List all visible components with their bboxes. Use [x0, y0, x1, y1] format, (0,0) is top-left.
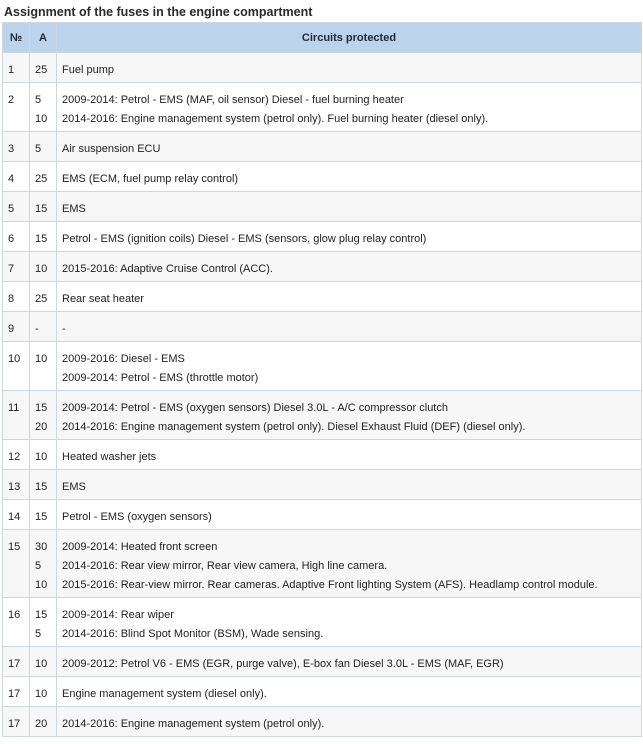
circuit-description: [57, 647, 642, 677]
circuit-line: 2009-2014: Heated front screen: [62, 541, 218, 553]
amperage-value: 20: [35, 718, 48, 730]
fuse-number: 14: [3, 500, 30, 530]
circuit-line: Rear seat heater: [62, 293, 144, 305]
amperage-value: 25: [35, 293, 48, 305]
fuse-amperage: [30, 312, 57, 342]
table-row: [3, 500, 642, 530]
fuse-amperage: [30, 598, 57, 647]
fuse-number: 4: [3, 162, 30, 192]
fuse-number: 5: [3, 192, 30, 222]
fuse-number: 11: [3, 391, 30, 440]
fuse-amperage: [30, 282, 57, 312]
circuit-line: Fuel pump: [62, 64, 114, 76]
amperage-value: 15: [35, 233, 48, 245]
table-row: [3, 470, 642, 500]
fuse-number: 1: [3, 53, 30, 83]
table-row: [3, 647, 642, 677]
fuse-amperage: [30, 530, 57, 598]
circuit-line: EMS: [62, 203, 86, 215]
circuit-description: [57, 598, 642, 647]
fuse-number: 3: [3, 132, 30, 162]
fuse-amperage: [30, 647, 57, 677]
table-row: [3, 282, 642, 312]
fuse-number: 7: [3, 252, 30, 282]
circuit-line: 2014-2016: Rear view mirror, Rear view camera, High line camera.: [62, 560, 388, 572]
amperage-value: 15: [35, 402, 48, 414]
circuit-description: [57, 162, 642, 192]
circuit-description: [57, 132, 642, 162]
circuit-line: 2009-2014: Rear wiper: [62, 609, 174, 621]
circuit-line: EMS (ECM, fuel pump relay control): [62, 173, 239, 185]
circuit-line: EMS: [62, 481, 86, 493]
fuse-amperage: [30, 53, 57, 83]
amperage-value: 15: [35, 511, 48, 523]
header-amperage: A: [30, 23, 57, 53]
fuse-amperage: [30, 500, 57, 530]
table-row: [3, 222, 642, 252]
fuse-amperage: [30, 162, 57, 192]
fuse-number: 12: [3, 440, 30, 470]
amperage-value: 10: [35, 263, 48, 275]
circuit-line: 2014-2016: Engine management system (petrol only). Fuel burning heater (diesel only).: [62, 113, 489, 125]
fuse-amperage: [30, 83, 57, 132]
table-header-row: [3, 23, 642, 53]
table-row: [3, 162, 642, 192]
fuse-amperage: [30, 470, 57, 500]
table-row: [3, 312, 642, 342]
circuit-line: 2009-2014: Petrol - EMS (throttle motor): [62, 372, 259, 384]
circuit-line: 2009-2012: Petrol V6 - EMS (EGR, purge valve), E-box fan Diesel 3.0L - EMS (MAF, EGR): [62, 658, 504, 670]
table-row: [3, 707, 642, 737]
table-row: [3, 192, 642, 222]
fuse-number: 2: [3, 83, 30, 132]
fuse-number: 17: [3, 647, 30, 677]
table-row: [3, 677, 642, 707]
circuit-line: 2015-2016: Adaptive Cruise Control (ACC).: [62, 263, 273, 275]
table-row: [3, 83, 642, 132]
amperage-value: 30: [35, 541, 48, 553]
circuit-line: 2009-2014: Petrol - EMS (oxygen sensors) Diesel 3.0L - A/C compressor clutch: [62, 402, 448, 414]
fuse-number: 17: [3, 707, 30, 737]
circuit-description: [57, 53, 642, 83]
amperage-value: 15: [35, 609, 48, 621]
amperage-value: 20: [35, 421, 48, 433]
circuit-description: [57, 530, 642, 598]
amperage-value: 5: [35, 94, 42, 106]
amperage-value: 10: [35, 658, 48, 670]
circuit-description: [57, 677, 642, 707]
fuse-number: 10: [3, 342, 30, 391]
amperage-value: 10: [35, 353, 48, 365]
amperage-value: 5: [35, 628, 42, 640]
fuse-number: 13: [3, 470, 30, 500]
amperage-value: 10: [35, 451, 48, 463]
fuse-table: [2, 22, 642, 737]
fuse-amperage: [30, 192, 57, 222]
circuit-description: [57, 312, 642, 342]
circuit-line: Heated washer jets: [62, 451, 157, 463]
header-number: №: [3, 23, 30, 53]
circuit-description: [57, 192, 642, 222]
circuit-line: Air suspension ECU: [62, 143, 161, 155]
amperage-value: 10: [35, 113, 48, 125]
circuit-description: [57, 440, 642, 470]
amperage-value: 25: [35, 173, 48, 185]
circuit-description: [57, 83, 642, 132]
circuit-description: [57, 252, 642, 282]
fuse-amperage: [30, 707, 57, 737]
table-row: [3, 132, 642, 162]
circuit-line: Petrol - EMS (oxygen sensors): [62, 511, 212, 523]
fuse-amperage: [30, 132, 57, 162]
amperage-value: 10: [35, 688, 48, 700]
fuse-amperage: [30, 391, 57, 440]
circuit-line: 2009-2016: Diesel - EMS: [62, 353, 185, 365]
circuit-description: [57, 222, 642, 252]
circuit-description: [57, 470, 642, 500]
fuse-amperage: [30, 677, 57, 707]
fuse-number: 9: [3, 312, 30, 342]
circuit-description: [57, 500, 642, 530]
amperage-value: 10: [35, 579, 48, 591]
circuit-line: 2014-2016: Engine management system (petrol only).: [62, 718, 325, 730]
circuit-line: 2014-2016: Engine management system (petrol only). Diesel Exhaust Fluid (DEF) (diesel only).: [62, 421, 526, 433]
table-body: [3, 53, 642, 737]
amperage-value: 5: [35, 560, 42, 572]
circuit-line: 2015-2016: Rear-view mirror. Rear cameras. Adaptive Front lighting System (AFS). Headlamp control module.: [62, 579, 598, 591]
circuit-line: -: [62, 323, 66, 335]
fuse-number: 8: [3, 282, 30, 312]
table-row: [3, 342, 642, 391]
fuse-amperage: [30, 342, 57, 391]
circuit-description: [57, 282, 642, 312]
fuse-number: 17: [3, 677, 30, 707]
circuit-line: Engine management system (diesel only).: [62, 688, 267, 700]
amperage-value: 15: [35, 481, 48, 493]
circuit-line: 2009-2014: Petrol - EMS (MAF, oil sensor) Diesel - fuel burning heater: [62, 94, 404, 106]
table-row: [3, 53, 642, 83]
fuse-number: 16: [3, 598, 30, 647]
table-row: [3, 391, 642, 440]
fuse-amperage: [30, 222, 57, 252]
amperage-value: -: [35, 323, 39, 335]
fuse-number: 6: [3, 222, 30, 252]
amperage-value: 15: [35, 203, 48, 215]
header-circuits: Circuits protected: [57, 23, 642, 53]
circuit-description: [57, 342, 642, 391]
table-row: [3, 530, 642, 598]
fuse-amperage: [30, 252, 57, 282]
table-row: [3, 252, 642, 282]
amperage-value: 5: [35, 143, 42, 155]
amperage-value: 25: [35, 64, 48, 76]
table-caption: Assignment of the fuses in the engine compartment: [4, 5, 313, 19]
fuse-amperage: [30, 440, 57, 470]
fuse-number: 15: [3, 530, 30, 598]
circuit-description: [57, 707, 642, 737]
circuit-line: Petrol - EMS (ignition coils) Diesel - EMS (sensors, glow plug relay control): [62, 233, 427, 245]
circuit-description: [57, 391, 642, 440]
table-row: [3, 598, 642, 647]
table-row: [3, 440, 642, 470]
circuit-line: 2014-2016: Blind Spot Monitor (BSM), Wade sensing.: [62, 628, 324, 640]
